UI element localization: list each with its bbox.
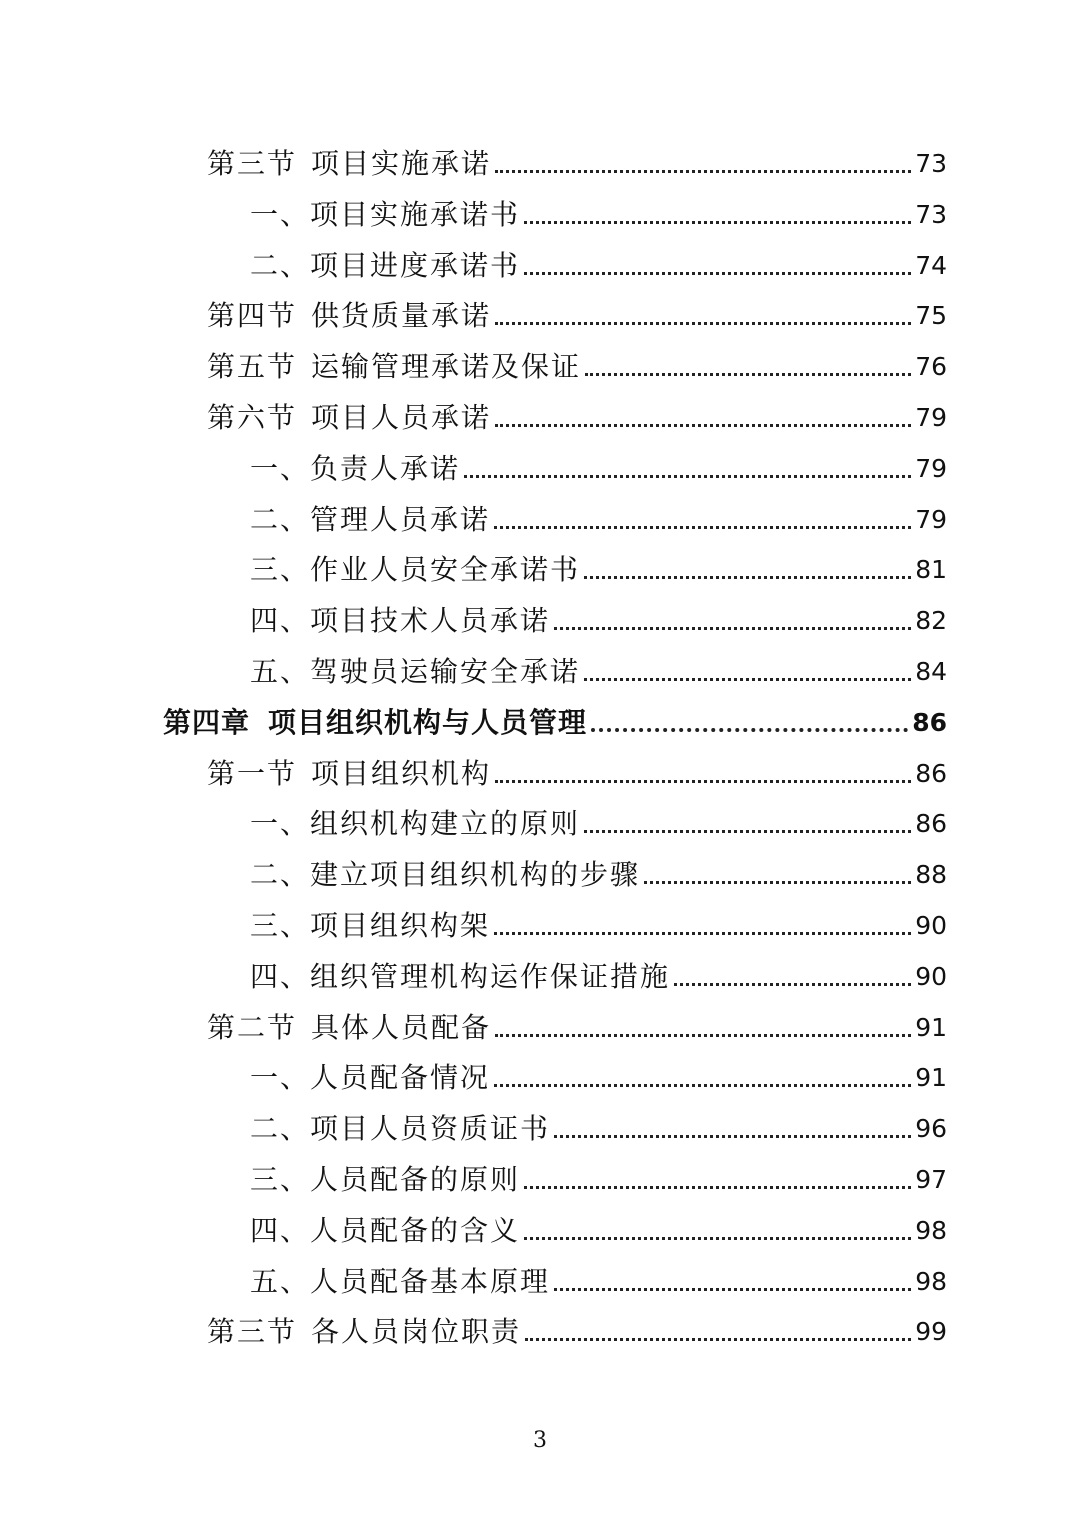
dot-leader: [524, 1237, 911, 1240]
toc-entry-text: 一、负责人承诺: [250, 452, 461, 485]
dot-leader: [591, 728, 908, 732]
toc-page-number: 90: [915, 911, 947, 940]
toc-entry[interactable]: [207, 135, 947, 185]
toc-entry-title: [250, 655, 580, 693]
toc-chapter-entry[interactable]: [163, 694, 947, 744]
dot-leader: [644, 881, 911, 884]
toc-entry-text: 二、建立项目组织机构的步骤: [250, 858, 641, 891]
toc-entry-text: 四、人员配备的含义: [250, 1214, 521, 1247]
toc-entry-text: 五、人员配备基本原理: [250, 1265, 551, 1298]
toc-entry[interactable]: [250, 795, 947, 845]
toc-page-number: 90: [915, 962, 947, 991]
toc-page-number: 82: [915, 606, 947, 635]
toc-page-number: 79: [915, 403, 947, 432]
toc-entry-text: 项目实施承诺: [311, 147, 492, 180]
toc-entry-text: 项目人员承诺: [311, 401, 492, 434]
toc-entry[interactable]: [250, 897, 947, 947]
toc-entry[interactable]: [207, 287, 947, 337]
toc-page-number: 86: [915, 809, 947, 838]
toc-entry-text: 二、项目人员资质证书: [250, 1112, 551, 1145]
toc-entry[interactable]: [250, 1202, 947, 1252]
toc-entry-text: 二、项目进度承诺书: [250, 249, 521, 282]
toc-page-number: 98: [915, 1267, 947, 1296]
toc-entry-text: 四、组织管理机构运作保证措施: [250, 960, 671, 993]
dot-leader: [674, 983, 911, 986]
toc-entry-title: [250, 1265, 550, 1303]
toc-entry-title: [207, 401, 491, 439]
toc-entry[interactable]: [250, 846, 947, 896]
toc-entry-text: 各人员岗位职责: [311, 1315, 522, 1348]
toc-entry[interactable]: [250, 237, 947, 287]
dot-leader: [584, 830, 911, 833]
toc-entry-title: [250, 249, 520, 287]
toc-entry-text: 三、项目组织构架: [250, 909, 491, 942]
toc-entry-text: 一、项目实施承诺书: [250, 198, 521, 231]
toc-entry-title: [163, 706, 587, 744]
footer-page-number: 3: [533, 1428, 547, 1453]
dot-leader: [495, 322, 911, 325]
toc-entry-label: 第四节: [207, 299, 298, 332]
dot-leader: [554, 1135, 911, 1138]
dot-leader: [524, 272, 911, 275]
dot-leader: [495, 170, 911, 173]
dot-leader: [495, 424, 911, 427]
toc-entry-text: 二、管理人员承诺: [250, 503, 491, 536]
toc-page-number: 84: [915, 657, 947, 686]
toc-entry-text: 四、项目技术人员承诺: [250, 604, 551, 637]
toc-entry[interactable]: [250, 440, 947, 490]
toc-entry[interactable]: [250, 1151, 947, 1201]
dot-leader: [464, 475, 911, 478]
toc-entry-title: [250, 960, 670, 998]
toc-entry-title: [250, 1112, 550, 1150]
toc-page-number: 86: [912, 708, 947, 737]
toc-entry[interactable]: [250, 592, 947, 642]
toc-entry-label: 第五节: [207, 350, 298, 383]
toc-entry-title: [250, 198, 520, 236]
toc-page-number: 76: [915, 352, 947, 381]
toc-entry[interactable]: [250, 186, 947, 236]
toc-entry-title: [207, 147, 491, 185]
dot-leader: [524, 221, 911, 224]
toc-entry-label: 第三节: [207, 147, 298, 180]
toc-entry[interactable]: [207, 338, 947, 388]
toc-page-number: 73: [915, 149, 947, 178]
toc-entry-title: [207, 1315, 521, 1353]
toc-entry-title: [250, 503, 490, 541]
toc-page-number: 97: [915, 1165, 947, 1194]
toc-page-number: 91: [915, 1063, 947, 1092]
dot-leader: [554, 627, 911, 630]
toc-entry[interactable]: [250, 948, 947, 998]
toc-entry[interactable]: [250, 541, 947, 591]
toc-entry[interactable]: [207, 1303, 947, 1353]
dot-leader: [494, 526, 911, 529]
toc-page-number: 88: [915, 860, 947, 889]
toc-entry-label: 第六节: [207, 401, 298, 434]
dot-leader: [585, 373, 911, 376]
toc-entry-text: 运输管理承诺及保证: [311, 350, 582, 383]
toc-entry[interactable]: [250, 1049, 947, 1099]
toc-entry-title: [207, 350, 581, 388]
dot-leader: [524, 1186, 911, 1189]
toc-page-number: 79: [915, 505, 947, 534]
toc-entry-title: [250, 909, 490, 947]
toc-entry-title: [250, 1214, 520, 1252]
dot-leader: [584, 576, 911, 579]
toc-entry-text: 一、人员配备情况: [250, 1061, 491, 1094]
toc-entry[interactable]: [207, 999, 947, 1049]
toc-entry-text: 一、组织机构建立的原则: [250, 807, 581, 840]
toc-page-number: 98: [915, 1216, 947, 1245]
dot-leader: [584, 678, 911, 681]
toc-entry-title: [207, 757, 491, 795]
toc-entry[interactable]: [250, 491, 947, 541]
toc-entry-text: 供货质量承诺: [311, 299, 492, 332]
dot-leader: [554, 1288, 911, 1291]
toc-entry[interactable]: [207, 389, 947, 439]
toc-entry-label: 第三节: [207, 1315, 298, 1348]
dot-leader: [495, 780, 911, 783]
toc-entry-title: [207, 1011, 491, 1049]
toc-entry-text: 三、作业人员安全承诺书: [250, 553, 581, 586]
toc-entry-title: [250, 858, 640, 896]
toc-entry-text: 五、驾驶员运输安全承诺: [250, 655, 581, 688]
toc-page-number: 75: [915, 301, 947, 330]
toc-entry-title: [250, 553, 580, 591]
toc-entry-label: 第四章: [163, 706, 251, 739]
toc-entry-label: 第二节: [207, 1011, 298, 1044]
toc-entry[interactable]: [250, 643, 947, 693]
toc-entry-title: [207, 299, 491, 337]
toc-page-number: 86: [915, 759, 947, 788]
toc-page-number: 96: [915, 1114, 947, 1143]
toc-entry-title: [250, 604, 550, 642]
toc-entry-text: 项目组织机构与人员管理: [268, 706, 588, 739]
toc-entry-label: 第一节: [207, 757, 298, 790]
dot-leader: [495, 1034, 911, 1037]
toc-page-number: 99: [915, 1317, 947, 1346]
toc-entry-text: 三、人员配备的原则: [250, 1163, 521, 1196]
toc-page-number: 73: [915, 200, 947, 229]
toc-entry-text: 项目组织机构: [311, 757, 492, 790]
toc-page-number: 74: [915, 251, 947, 280]
toc-entry-title: [250, 452, 460, 490]
toc-entry[interactable]: [250, 1253, 947, 1303]
toc-entry-text: 具体人员配备: [311, 1011, 492, 1044]
toc-entry-title: [250, 1163, 520, 1201]
dot-leader: [494, 932, 911, 935]
toc-entry[interactable]: [207, 745, 947, 795]
dot-leader: [494, 1084, 911, 1087]
toc-page-number: 91: [915, 1013, 947, 1042]
toc-entry-title: [250, 1061, 490, 1099]
toc-entry[interactable]: [250, 1100, 947, 1150]
dot-leader: [525, 1338, 911, 1341]
toc-entry-title: [250, 807, 580, 845]
toc-page-number: 81: [915, 555, 947, 584]
toc-page-number: 79: [915, 454, 947, 483]
